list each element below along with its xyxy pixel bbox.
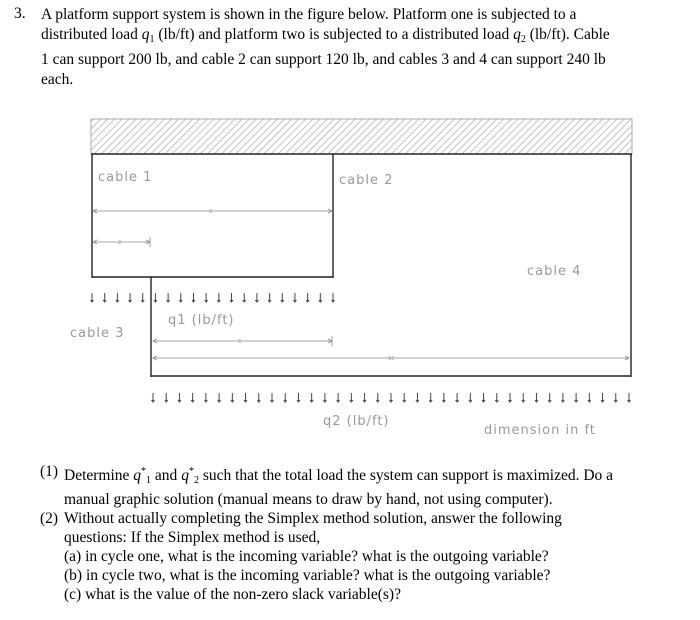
problem-number: 3. (14, 5, 26, 22)
question-2c: (c) what is the value of the non-zero slack variable(s)? (64, 586, 401, 603)
text-run: Determine (64, 467, 134, 484)
text-run: distributed load (41, 26, 142, 43)
question-2-line-1: Without actually completing the Simplex method solution, answer the following (64, 510, 562, 527)
text-run: (lb/ft). Cable (525, 26, 610, 43)
cable-3-label: cable 3 (70, 326, 125, 341)
ceiling-hatch (91, 119, 632, 154)
text-run: (lb/ft) and platform two is subjected to a distributed load (154, 26, 514, 43)
dimension-2-label: 2 (118, 240, 122, 246)
text-run: and (151, 467, 182, 484)
cable-1-label: cable 1 (98, 170, 153, 185)
question-1 (40, 462, 690, 509)
cable-2-label: cable 2 (339, 173, 394, 188)
q1-load-arrows (91, 293, 335, 302)
q1-symbol: q (141, 26, 150, 43)
dimension-note: dimension in ft (484, 423, 596, 438)
question-1-line-2: manual graphic solution (manual means to draw by hand, not using computer). (64, 491, 553, 508)
question-2-line-2: questions: If the Simplex method is used, (64, 529, 321, 546)
problem-line-1: A platform support system is shown in the figure below. Platform one is subjected to a (41, 6, 577, 23)
q2-symbol: q (513, 26, 521, 43)
question-2 (40, 509, 690, 604)
question-2b: (b) in cycle two, what is the incoming variable? what is the outgoing variable? (64, 567, 551, 584)
question-1-marker: (1) (40, 463, 59, 480)
q1-label: q1 (lb/ft) (168, 313, 235, 328)
question-2a: (a) in cycle one, what is the incoming variable? what is the outgoing variable? (64, 548, 549, 565)
q1-symbol: q (133, 467, 142, 484)
questions (40, 462, 690, 604)
dimension-6-label: 6 (238, 339, 242, 345)
dimension-8-label: 8 (209, 209, 213, 215)
q2-symbol: q (181, 467, 189, 484)
q2-subscript: 2 (520, 34, 526, 45)
q1-subscript: 1 (149, 34, 155, 45)
dimension-8 (93, 209, 332, 213)
q2-load-arrows (152, 393, 631, 402)
problem-line-3: 1 can support 200 lb, and cable 2 can support 120 lb, and cables 3 and 4 can support 240 lb (41, 51, 606, 68)
q2-label: q2 (lb/ft) (323, 414, 390, 429)
cable-4-label: cable 4 (527, 264, 582, 279)
q1-star: * (141, 466, 147, 477)
dimension-2 (93, 237, 150, 247)
question-2-marker: (2) (40, 510, 59, 527)
q2-star: * (188, 466, 194, 477)
dimension-16-label: 16 (388, 356, 395, 362)
problem-line-4: each. (41, 71, 74, 88)
question-1-line-1 (64, 462, 690, 490)
q1-subscript: 1 (146, 475, 152, 486)
text-run: such that the total load the system can support is maximized. Do a (198, 467, 614, 484)
q2-subscript: 2 (193, 475, 199, 486)
dimension-6 (153, 336, 332, 346)
